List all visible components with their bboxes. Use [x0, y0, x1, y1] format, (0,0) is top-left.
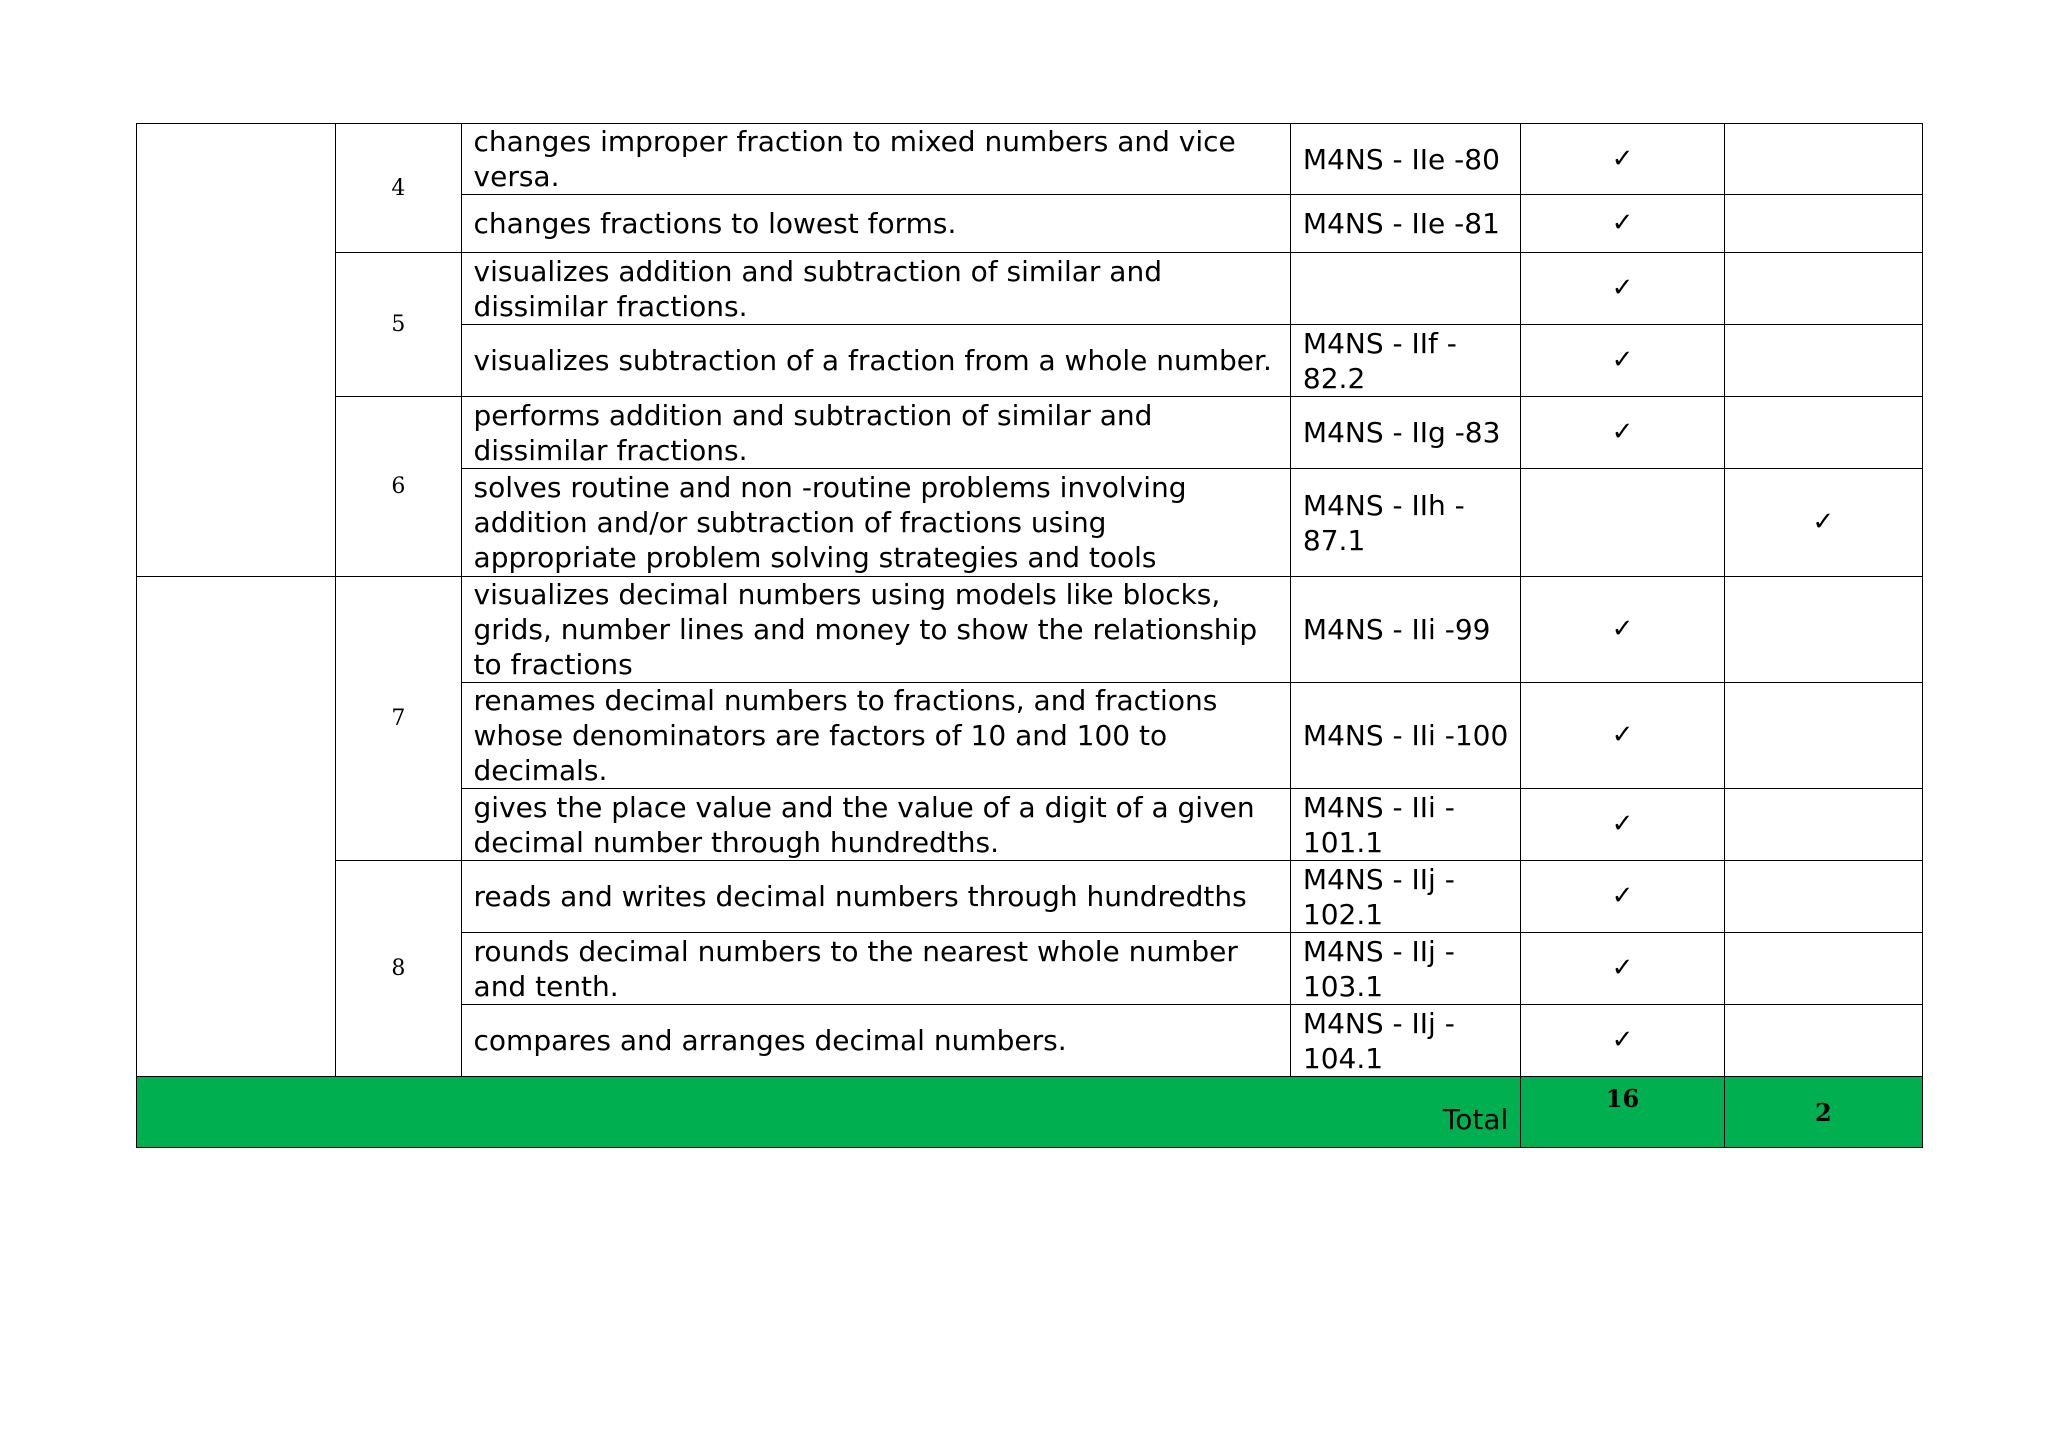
check-mark-icon: ✓ — [1521, 577, 1724, 683]
competency-code: M4NS - IIj - 103.1 — [1290, 933, 1520, 1005]
check-mark-icon — [1724, 253, 1922, 325]
total-count-a: 16 — [1521, 1077, 1724, 1148]
check-mark-icon: ✓ — [1521, 861, 1724, 933]
competency-text: compares and arranges decimal numbers. — [461, 1005, 1290, 1077]
competency-table — [136, 123, 1923, 1148]
check-mark-icon: ✓ — [1521, 1005, 1724, 1077]
check-mark-icon: ✓ — [1521, 124, 1724, 195]
check-mark-icon — [1724, 1005, 1922, 1077]
total-count-b: 2 — [1724, 1077, 1922, 1148]
competency-text: changes improper fraction to mixed numbers and vice versa. — [461, 124, 1290, 195]
check-mark-icon — [1521, 469, 1724, 577]
check-mark-icon: ✓ — [1521, 195, 1724, 253]
week-number: 4 — [336, 124, 461, 253]
check-mark-icon: ✓ — [1724, 469, 1922, 577]
check-mark-icon: ✓ — [1521, 325, 1724, 397]
check-mark-icon — [1724, 397, 1922, 469]
week-number: 7 — [336, 577, 461, 861]
competency-code: M4NS - IIe -80 — [1290, 124, 1520, 195]
quarter-cell-empty — [137, 577, 336, 1077]
competency-code: M4NS - IIg -83 — [1290, 397, 1520, 469]
competency-text: reads and writes decimal numbers through hundredths — [461, 861, 1290, 933]
week-number: 5 — [336, 253, 461, 397]
table-row — [137, 397, 1923, 469]
check-mark-icon: ✓ — [1521, 397, 1724, 469]
competency-code: M4NS - IIj - 102.1 — [1290, 861, 1520, 933]
competency-code: M4NS - IIi -100 — [1290, 683, 1520, 789]
competency-code — [1290, 253, 1520, 325]
check-mark-icon — [1724, 124, 1922, 195]
total-row — [137, 1077, 1923, 1148]
check-mark-icon: ✓ — [1521, 253, 1724, 325]
check-mark-icon — [1724, 195, 1922, 253]
competency-text: gives the place value and the value of a digit of a given decimal number through hundredths. — [461, 789, 1290, 861]
competency-text: rounds decimal numbers to the nearest whole number and tenth. — [461, 933, 1290, 1005]
total-label: Total — [137, 1077, 1521, 1148]
competency-code: M4NS - IIi - 101.1 — [1290, 789, 1520, 861]
table-row — [137, 577, 1923, 683]
competency-code: M4NS - IIf - 82.2 — [1290, 325, 1520, 397]
competency-code: M4NS - IIi -99 — [1290, 577, 1520, 683]
quarter-cell-empty — [137, 124, 336, 577]
check-mark-icon — [1724, 325, 1922, 397]
competency-code: M4NS - IIe -81 — [1290, 195, 1520, 253]
table-row — [137, 253, 1923, 325]
check-mark-icon — [1724, 577, 1922, 683]
table-row — [137, 861, 1923, 933]
week-number: 8 — [336, 861, 461, 1077]
competency-text: visualizes decimal numbers using models like blocks, grids, number lines and money to show the relationship to fractions — [461, 577, 1290, 683]
competency-text: visualizes subtraction of a fraction from a whole number. — [461, 325, 1290, 397]
check-mark-icon — [1724, 933, 1922, 1005]
competency-code: M4NS - IIh - 87.1 — [1290, 469, 1520, 577]
competency-text: solves routine and non -routine problems involving addition and/or subtraction of fractions using appropriate problem solving strategies and tools — [461, 469, 1290, 577]
competency-text: performs addition and subtraction of similar and dissimilar fractions. — [461, 397, 1290, 469]
week-number: 6 — [336, 397, 461, 577]
check-mark-icon: ✓ — [1521, 789, 1724, 861]
table-row — [137, 124, 1923, 195]
check-mark-icon: ✓ — [1521, 683, 1724, 789]
competency-text: renames decimal numbers to fractions, and fractions whose denominators are factors of 10 and 100 to decimals. — [461, 683, 1290, 789]
check-mark-icon — [1724, 789, 1922, 861]
check-mark-icon — [1724, 683, 1922, 789]
competency-text: visualizes addition and subtraction of similar and dissimilar fractions. — [461, 253, 1290, 325]
check-mark-icon: ✓ — [1521, 933, 1724, 1005]
competency-code: M4NS - IIj - 104.1 — [1290, 1005, 1520, 1077]
check-mark-icon — [1724, 861, 1922, 933]
competency-text: changes fractions to lowest forms. — [461, 195, 1290, 253]
